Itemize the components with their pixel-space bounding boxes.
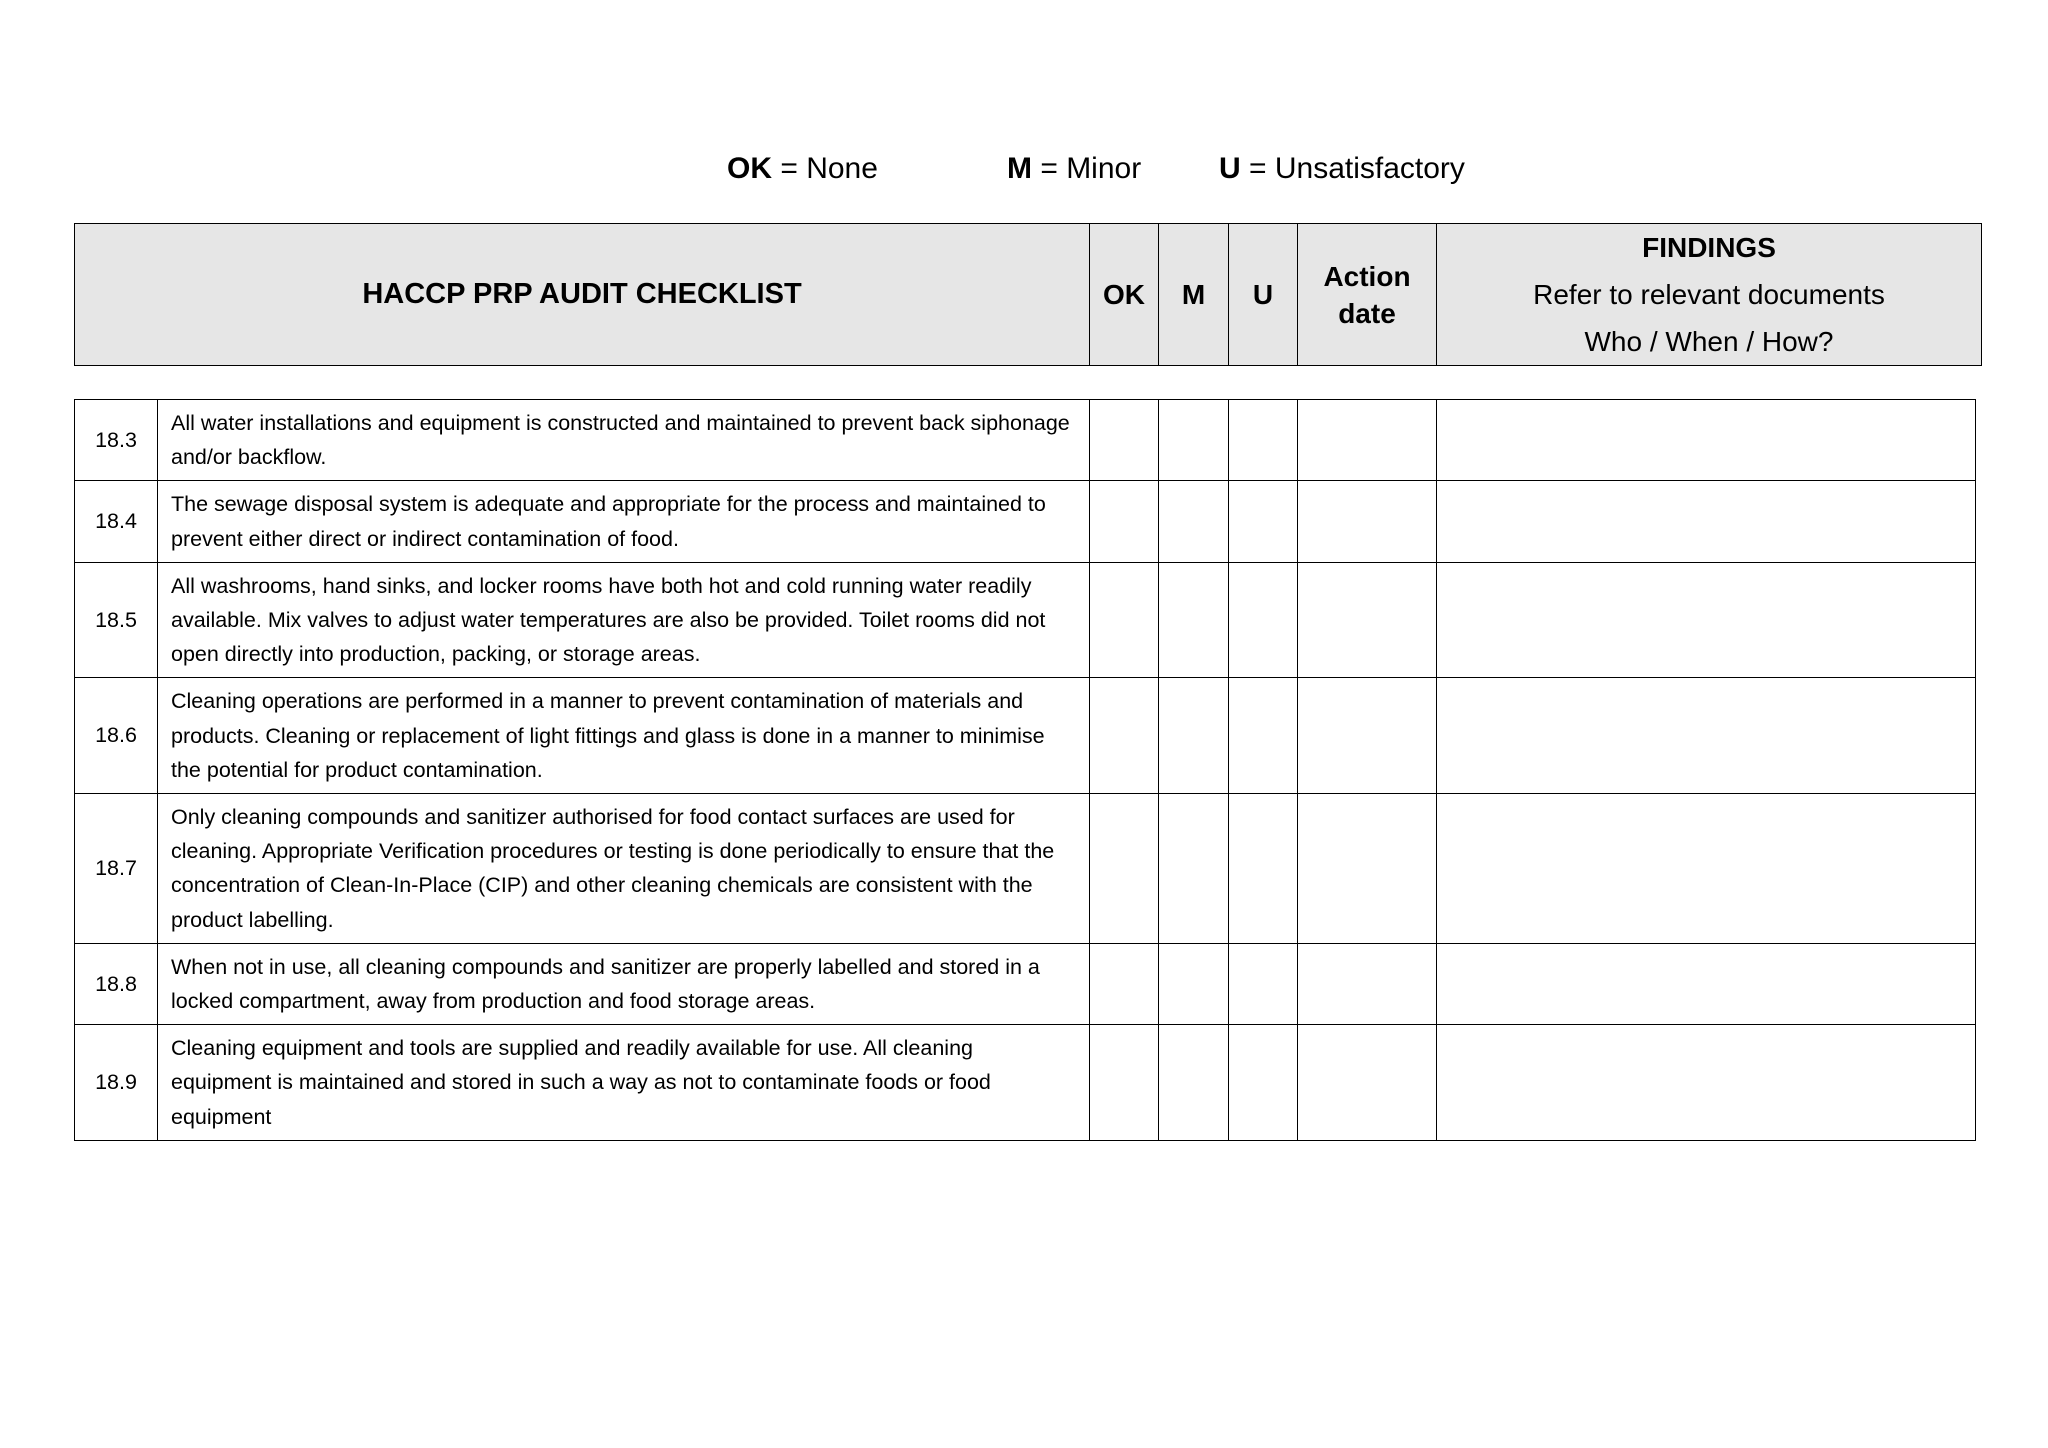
action-label: Action: [1323, 260, 1411, 292]
unsatisfactory-cell[interactable]: [1229, 1025, 1298, 1141]
action-date-cell[interactable]: [1298, 794, 1437, 944]
action-date-cell[interactable]: [1298, 678, 1437, 794]
minor-cell[interactable]: [1159, 481, 1229, 562]
legend-ok: OK = None: [727, 152, 878, 185]
column-minor-header: M: [1159, 224, 1229, 366]
item-description: When not in use, all cleaning compounds and sanitizer are properly labelled and stored in a locked compartment, away from production and food storage areas.: [158, 943, 1090, 1024]
action-date-cell[interactable]: [1298, 1025, 1437, 1141]
legend-minor: M = Minor: [1007, 152, 1142, 185]
unsatisfactory-cell[interactable]: [1229, 481, 1298, 562]
item-number: 18.3: [75, 400, 158, 481]
findings-cell[interactable]: [1437, 1025, 1976, 1141]
findings-cell[interactable]: [1437, 481, 1976, 562]
table-row: [75, 1025, 1976, 1141]
ok-cell[interactable]: [1090, 678, 1159, 794]
item-description: All washrooms, hand sinks, and locker rooms have both hot and cold running water readily available. Mix valves to adjust water temperatures are also be provided. Toilet rooms did not open directly into production, packing, or storage areas.: [158, 562, 1090, 678]
action-date-cell[interactable]: [1298, 400, 1437, 481]
minor-cell[interactable]: [1159, 943, 1229, 1024]
table-row: [75, 400, 1976, 481]
checklist-title: HACCP PRP AUDIT CHECKLIST: [75, 224, 1090, 366]
legend-unsatisfactory: U = Unsatisfactory: [1219, 152, 1465, 185]
item-number: 18.5: [75, 562, 158, 678]
minor-cell[interactable]: [1159, 794, 1229, 944]
minor-cell[interactable]: [1159, 562, 1229, 678]
date-label: date: [1338, 297, 1396, 329]
unsatisfactory-cell[interactable]: [1229, 943, 1298, 1024]
findings-refer-text: Refer to relevant documents: [1533, 279, 1885, 310]
item-number: 18.9: [75, 1025, 158, 1141]
ok-cell[interactable]: [1090, 400, 1159, 481]
table-row: [75, 481, 1976, 562]
action-date-cell[interactable]: [1298, 481, 1437, 562]
minor-cell[interactable]: [1159, 678, 1229, 794]
table-row: [75, 943, 1976, 1024]
findings-cell[interactable]: [1437, 562, 1976, 678]
item-number: 18.4: [75, 481, 158, 562]
findings-cell[interactable]: [1437, 678, 1976, 794]
ok-cell[interactable]: [1090, 943, 1159, 1024]
findings-title: FINDINGS: [1642, 232, 1776, 263]
unsatisfactory-cell[interactable]: [1229, 400, 1298, 481]
action-date-cell[interactable]: [1298, 562, 1437, 678]
column-action-date-header: [1298, 224, 1437, 366]
item-number: 18.6: [75, 678, 158, 794]
item-number: 18.7: [75, 794, 158, 944]
table-row: [75, 562, 1976, 678]
table-row: [75, 794, 1976, 944]
item-description: Only cleaning compounds and sanitizer authorised for food contact surfaces are used for cleaning. Appropriate Verification procedures or testing is done periodically to ensure that the concentration of Clean-In-Place (CIP) and other cleaning chemicals are consistent with the product labelling.: [158, 794, 1090, 944]
unsatisfactory-cell[interactable]: [1229, 562, 1298, 678]
item-description: Cleaning operations are performed in a manner to prevent contamination of materials and products. Cleaning or replacement of light fittings and glass is done in a manner to minimise the potential for product contamination.: [158, 678, 1090, 794]
unsatisfactory-cell[interactable]: [1229, 794, 1298, 944]
ok-cell[interactable]: [1090, 794, 1159, 944]
minor-cell[interactable]: [1159, 1025, 1229, 1141]
column-findings-header: [1437, 224, 1982, 366]
item-description: The sewage disposal system is adequate and appropriate for the process and maintained to prevent either direct or indirect contamination of food.: [158, 481, 1090, 562]
unsatisfactory-cell[interactable]: [1229, 678, 1298, 794]
findings-cell[interactable]: [1437, 400, 1976, 481]
table-row: [75, 678, 1976, 794]
ok-cell[interactable]: [1090, 562, 1159, 678]
item-number: 18.8: [75, 943, 158, 1024]
ok-cell[interactable]: [1090, 1025, 1159, 1141]
column-ok-header: OK: [1090, 224, 1159, 366]
checklist-table: [74, 399, 1976, 1141]
item-description: Cleaning equipment and tools are supplied and readily available for use. All cleaning equipment is maintained and stored in such a way as not to contaminate foods or food equipment: [158, 1025, 1090, 1141]
minor-cell[interactable]: [1159, 400, 1229, 481]
column-unsatisfactory-header: U: [1229, 224, 1298, 366]
findings-cell[interactable]: [1437, 943, 1976, 1024]
rating-legend: [0, 152, 2048, 192]
checklist-header: [74, 223, 1982, 366]
ok-cell[interactable]: [1090, 481, 1159, 562]
findings-cell[interactable]: [1437, 794, 1976, 944]
item-description: All water installations and equipment is constructed and maintained to prevent back siphonage and/or backflow.: [158, 400, 1090, 481]
action-date-cell[interactable]: [1298, 943, 1437, 1024]
findings-who-when-how: Who / When / How?: [1584, 326, 1834, 357]
